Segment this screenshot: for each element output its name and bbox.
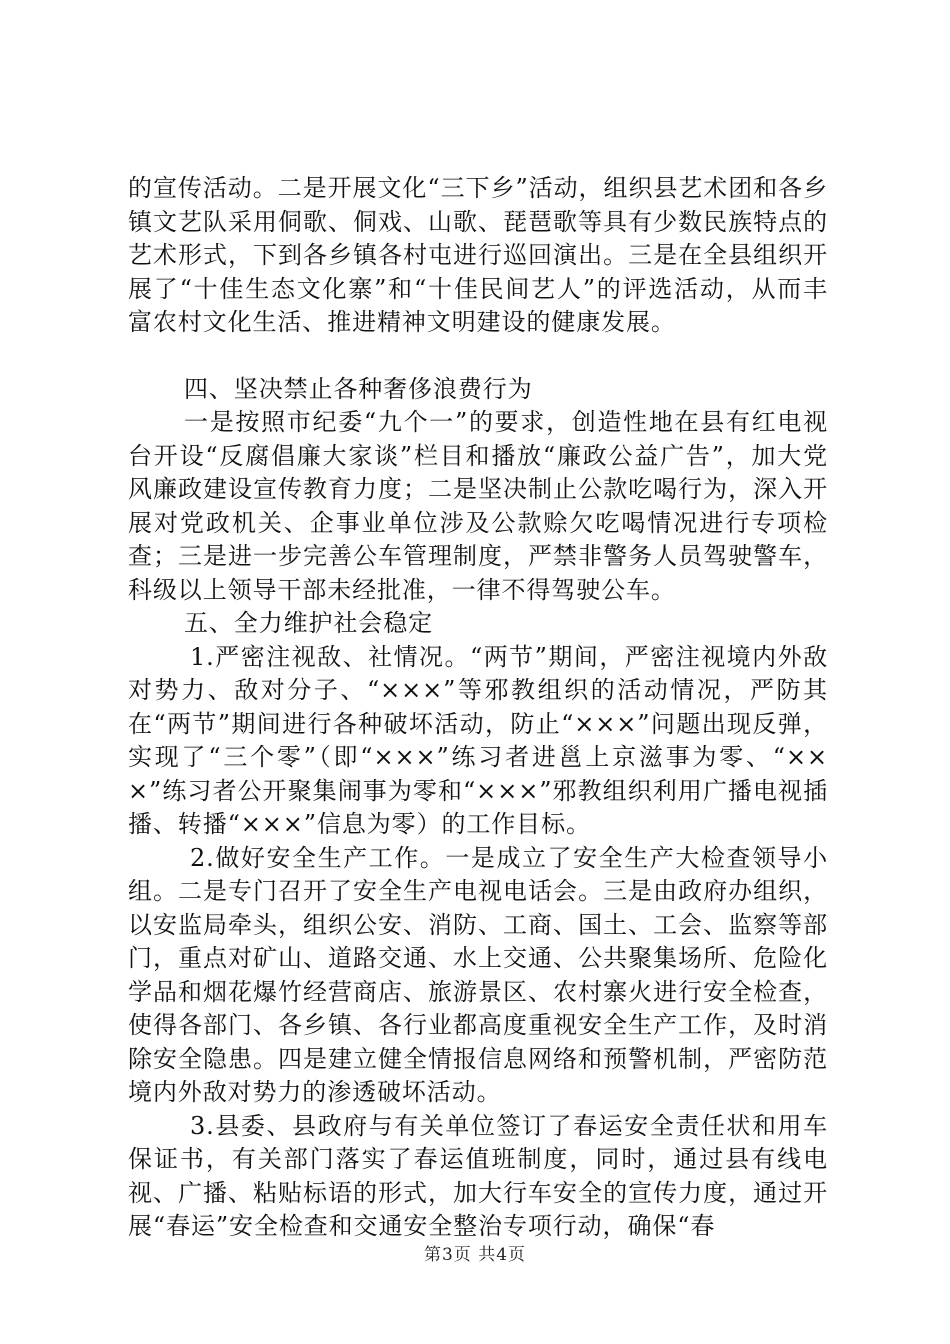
- paragraph-section-4: 一是按照市纪委“九个一”的要求，创造性地在县有红电视台开设“反腐倡廉大家谈”栏目和播放“廉政公益广告”，加大党风廉政建设宣传教育力度；二是坚决制止公款吃喝行为，深入开展对党政机关、企事业单位涉及公款赊欠吃喝情况进行专项检查；三是进一步完善公车管理制度，严禁非警务人员驾驶警车，科级以上领导干部未经批准，一律不得驾驶公车。: [128, 408, 828, 604]
- paragraph-item-3: 3.县委、县政府与有关单位签订了春运安全责任状和用车保证书，有关部门落实了春运值班制度，同时，通过县有线电视、广播、粘贴标语的形式，加大行车安全的宣传力度，通过开展“春运”安全检查和交通安全整治专项行动，确保“春: [128, 1111, 828, 1240]
- paragraph-continued: 的宣传活动。二是开展文化“三下乡”活动，组织县艺术团和各乡镇文艺队采用侗歌、侗戏、山歌、琵琶歌等具有少数民族特点的艺术形式，下到各乡镇各村屯进行巡回演出。三是在全县组织开展了“十佳生态文化寨”和“十佳民间艺人”的评选活动，从而丰富农村文化生活、推进精神文明建设的健康发展。: [128, 174, 828, 336]
- paragraph-item-2: 2.做好安全生产工作。一是成立了安全生产大检查领导小组。二是专门召开了安全生产电视电话会。三是由政府办组织，以安监局牵头，组织公安、消防、工商、国土、工会、监察等部门，重点对矿山、道路交通、水上交通、公共聚集场所、危险化学品和烟花爆竹经营商店、旅游景区、农村寨火进行安全检查，使得各部门、各乡镇、各行业都高度重视安全生产工作，及时消除安全隐患。四是建立健全情报信息网络和预警机制，严密防范境内外敌对势力的渗透破坏活动。: [128, 843, 828, 1106]
- page-number-footer: 第3页 共4页: [423, 1245, 527, 1265]
- paragraph-gap: [128, 340, 828, 373]
- section-heading-4: 四、坚决禁止各种奢侈浪费行为: [184, 374, 533, 403]
- paragraph-item-1: 1.严密注视敌、社情况。“两节”期间，严密注视境内外敌对势力、敌对分子、“×××”等邪教组织的活动情况，严防其在“两节”期间进行各种破坏活动，防止“×××”问题出现反弹，实现了“三个零”（即“×××”练习者进邕上京滋事为零、“×××”练习者公开聚集闹事为零和“×××”邪教组织利用广播电视插播、转播“×××”信息为零）的工作目标。: [128, 642, 828, 838]
- document-body: [128, 172, 828, 1244]
- section-heading-5: 五、全力维护社会稳定: [184, 609, 433, 637]
